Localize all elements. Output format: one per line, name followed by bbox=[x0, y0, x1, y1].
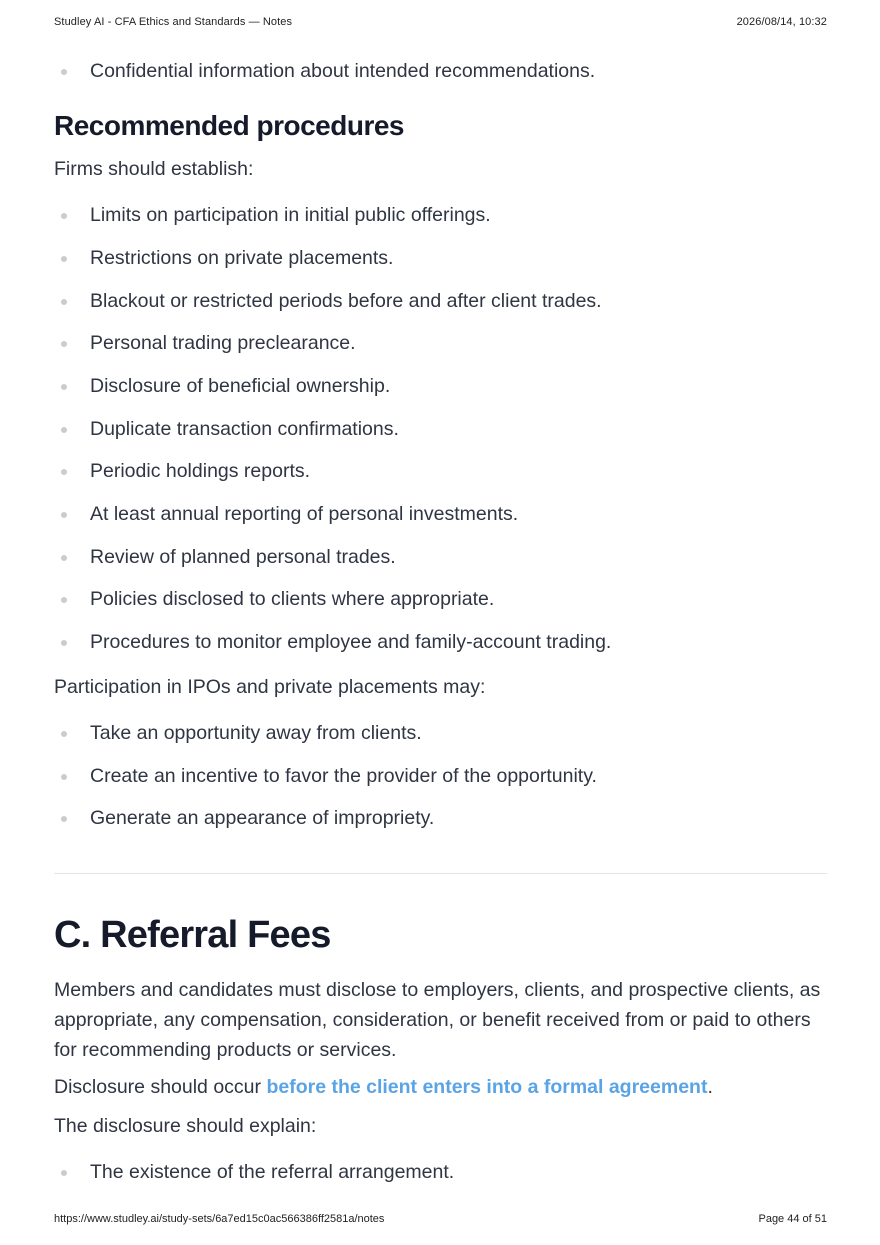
bullet-icon bbox=[61, 469, 67, 475]
bullet-icon bbox=[61, 731, 67, 737]
bullet-icon bbox=[61, 1170, 67, 1176]
list-item: Create an incentive to favor the provider of the opportunity. bbox=[54, 765, 827, 788]
bullet-icon bbox=[61, 256, 67, 262]
list-item: Take an opportunity away from clients. bbox=[54, 722, 827, 745]
bullet-icon bbox=[61, 597, 67, 603]
header-title: Studley AI - CFA Ethics and Standards — Notes bbox=[54, 16, 293, 28]
list-item: Restrictions on private placements. bbox=[54, 247, 827, 270]
bullet-icon bbox=[61, 299, 67, 305]
section-heading-referral: C. Referral Fees bbox=[54, 914, 331, 956]
bullet-icon bbox=[61, 640, 67, 646]
header-datetime: 2026/08/14, 10:32 bbox=[736, 16, 827, 28]
bullet-icon bbox=[61, 341, 67, 347]
section-divider bbox=[54, 873, 827, 874]
list-item: Duplicate transaction confirmations. bbox=[54, 418, 827, 441]
bullet-icon bbox=[61, 555, 67, 561]
disclosure-explain-intro: The disclosure should explain: bbox=[54, 1115, 317, 1137]
list-item: Policies disclosed to clients where appropriate. bbox=[54, 588, 827, 611]
highlighted-text: before the client enters into a formal agreement bbox=[266, 1076, 708, 1098]
list-item: At least annual reporting of personal investments. bbox=[54, 503, 827, 526]
disclosure-timing: Disclosure should occur before the client enters into a formal agreement. bbox=[54, 1076, 713, 1098]
bullet-icon bbox=[61, 213, 67, 219]
list-item: Periodic holdings reports. bbox=[54, 460, 827, 483]
referral-paragraph: Members and candidates must disclose to employers, clients, and prospective clients, as appropriate, any compensation, consideration, or benefit received from or paid to others for recommending products or services. bbox=[54, 979, 821, 1061]
page-footer bbox=[54, 1213, 827, 1225]
list-item: Procedures to monitor employee and family-account trading. bbox=[54, 631, 827, 654]
list-item: Limits on participation in initial public offerings. bbox=[54, 204, 827, 227]
ipo-intro: Participation in IPOs and private placements may: bbox=[54, 676, 486, 698]
list-item: Disclosure of beneficial ownership. bbox=[54, 375, 827, 398]
list-item: Confidential information about intended recommendations. bbox=[54, 60, 827, 83]
list-item: Personal trading preclearance. bbox=[54, 332, 827, 355]
bullet-icon bbox=[61, 69, 67, 75]
list-item: The existence of the referral arrangement. bbox=[54, 1161, 827, 1184]
page-number: Page 44 of 51 bbox=[758, 1213, 827, 1225]
list-item: Review of planned personal trades. bbox=[54, 546, 827, 569]
bullet-icon bbox=[61, 774, 67, 780]
section-heading-recommended: Recommended procedures bbox=[54, 110, 404, 141]
bullet-icon bbox=[61, 816, 67, 822]
bullet-icon bbox=[61, 384, 67, 390]
footer-url: https://www.studley.ai/study-sets/6a7ed15c0ac566386ff2581a/notes bbox=[54, 1213, 385, 1225]
bullet-icon bbox=[61, 427, 67, 433]
page-header bbox=[54, 16, 827, 28]
list-item: Generate an appearance of impropriety. bbox=[54, 807, 827, 830]
bullet-icon bbox=[61, 512, 67, 518]
list-item: Blackout or restricted periods before and after client trades. bbox=[54, 290, 827, 313]
recommended-intro: Firms should establish: bbox=[54, 158, 254, 180]
